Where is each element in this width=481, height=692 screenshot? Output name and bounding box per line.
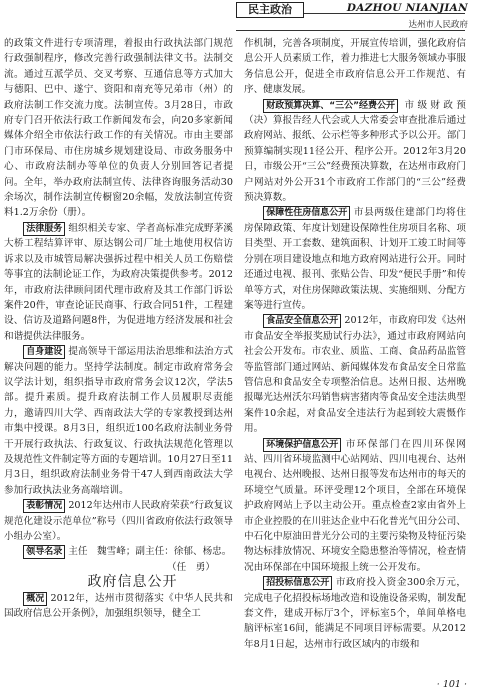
heading-legal-services: 法律服务 — [23, 222, 65, 236]
paragraph-self-building — [4, 344, 233, 498]
heading-housing: 保障性住房信息公开 — [263, 206, 350, 220]
right-column — [244, 36, 466, 652]
text-awards: 2012年达州市人民政府荣获“行政复议规范化建设示范单位”称号（四川省政府依法行政领导小组办公室）。 — [4, 500, 233, 542]
heading-environment: 环境保护信息公开 — [263, 438, 341, 452]
paragraph-housing — [244, 205, 466, 313]
paragraph-leaders — [4, 544, 233, 559]
paragraph-legal-services — [4, 221, 233, 344]
page-number: · 101 · — [436, 679, 467, 690]
paragraph-budget — [244, 98, 466, 206]
text-self-building: 提高领导干部运用法治思维和法治方式解决问题的能力。坚持学法制度。制定市政府常务会议学法计划，组织指导市政府常务会议12次，学法5部。提升素质。提升政府法制工作人员履职尽责能力，邀请四川大学、西南政法大学的专家教授到达州市集中授课。8月3日，组织近100名政府法制业务骨干开展行政执法、行政复议、行政执法规范化管理以及规范性文件制定等方面的专题培训。10月27日至11月3日，组织政府法制业务骨干47人到西南政法大学参加行政执法业务高端培训。 — [4, 346, 233, 496]
paragraph-food-safety — [244, 313, 466, 436]
section-label: 民主政治 — [236, 2, 304, 18]
heading-food-safety: 食品安全信息公开 — [263, 314, 341, 328]
text-food-safety: 2012年，市政府印发《达州市食品安全举报奖励试行办法》，通过市政府网站向社会公开发布。市农业、质监、工商、食品药品监管等监管部门通过网站、新闻媒体发布食品安全日常监管信息和食品安全专项整治信息。达州日报、达州晚报曝光达州沃尔玛销售病害猪肉等食品安全违法典型案件10余起，对食品安全违法行为起到较大震慑作用。 — [244, 315, 466, 435]
paragraph-bidding — [244, 575, 466, 652]
page-header — [0, 0, 481, 34]
text-environment: 市环保部门在四川环保网站、四川省环境监测中心站网站、四川电视台、达州电视台、达州晚报、达州日报等发布达州市的每天的环境空气质量。环评受理12个项目，全部在环境保护政府网站上予以主动公开。重点检查2家由省外上市企业控股的在川驻达企业中石化普光气田分公司、中石化中原油田普光分公司的主要污染物及特征污染物达标排放情况、环境安全隐患整治等情况，检查情况由环保部在中国环境报上统一公开发布。 — [244, 438, 466, 573]
text-leaders: 主任 魏雪峰；副主任：徐郁、杨忠。 — [68, 546, 232, 558]
magazine-title: DAZHOU NIANJIAN — [346, 2, 468, 14]
paragraph-awards — [4, 498, 233, 544]
header-rule-bottom — [236, 30, 465, 31]
heading-bidding: 招投标信息公开 — [263, 576, 332, 590]
section-title: 政府信息公开 — [87, 574, 178, 591]
text-legal-services: 组织相关专家、学者高标准完成野茅溪大桥工程结算评审、原达钢公司厂址土地使用权信访诉求以及市城管局解决强拆过程中相关人员工伤赔偿等事宜的法制论证工作，为政府决策提供参考。2012年，市政府法律顾问团代理市政府及其工作部门诉讼案件20件，审查论证民商事、行政合同51件，工程建设、信访及道路问题8件，为促进地方经济发展和社会和谐提供法律服务。 — [4, 222, 233, 342]
author-credit: （任 勇） — [167, 561, 215, 573]
text-bidding: 市政府投入资金300余万元，完成电子化招投标场地改造和设施设备采购，制发配套文件，建成开标厅3个，评标室5个，单间单格电脑评标室16间，能满足不同项目评标需要。从2012年8月1日起，达州市行政区域内的市级和 — [244, 577, 466, 650]
paragraph-legal-work: 的政策文件进行专项清理，着报由行政执法部门规范行政强制程序，修改完善行政强制法律文书。法制交流。通过互派学员、交叉考察、互通信息等方式加大与德阳、巴中、遂宁、资阳和南充等兄弟市（州）的政府法制工作交流力度。法制宣传。3月28日，市政府专门召开依法行政工作新闻发布会，向20多家新闻媒体介绍全市依法行政工作的有关情况。市由主要部门市环保局、市住房城乡规划建设局、市政务服务中心、市政府法制办等单位的负责人分别回答记者提问。全年，举办政府法制宣传、法律咨询服务活动30余场次，制作法制宣传橱窗20余幅，发放法制宣传资料1.2万余份（册）。 — [4, 38, 233, 219]
heading-awards: 表彰情况 — [23, 499, 65, 513]
heading-overview: 概况 — [23, 592, 47, 606]
text-overview: 2012年，达州市贯彻落实《中华人民共和国政府信息公开条例》，加强组织领导，健全工 — [4, 592, 233, 620]
text-housing: 市县两级住建部门均将住房保障政策、年度计划建设保障性住房项目名称、项目类型、开工套数、建筑面积、计划开工竣工时间等分别在项目建设地点和地方政府网站进行公开。同时还通过电视、报刊、张贴公告、印发“便民手册”和传单等方式，对住房保障政策法规、实施细则、分配方案等进行宣传。 — [244, 207, 467, 311]
text-budget: 市级财政预（决）算报告经人代会或人大常委会审查批准后通过政府网站、报纸、公示栏等多种形式予以公开。部门预算编制实现11径公开、程序公开。2012年3月20日，市级公开“三公”经费预决算数，在达州市政府门户网站对外公开31个市政府工作部门的“三公”经费预决算数。 — [244, 99, 466, 204]
left-column — [4, 36, 233, 621]
heading-leaders: 领导名录 — [23, 545, 65, 559]
header-subtitle: 达州市人民政府 — [408, 20, 468, 30]
paragraph-environment — [244, 437, 466, 576]
paragraph-mechanism: 作机制，完善各项制度，开展宣传培训，强化政府信息公开人员素质工作，着力推进七大服务领域办事服务信息公开，促进全市政府信息公开工作规范、有序、健康发展。 — [244, 38, 466, 96]
heading-self-building: 自身建设 — [23, 345, 65, 359]
paragraph-overview — [4, 591, 233, 622]
heading-budget: 财政预算决算、“三公”经费公开 — [263, 99, 398, 113]
